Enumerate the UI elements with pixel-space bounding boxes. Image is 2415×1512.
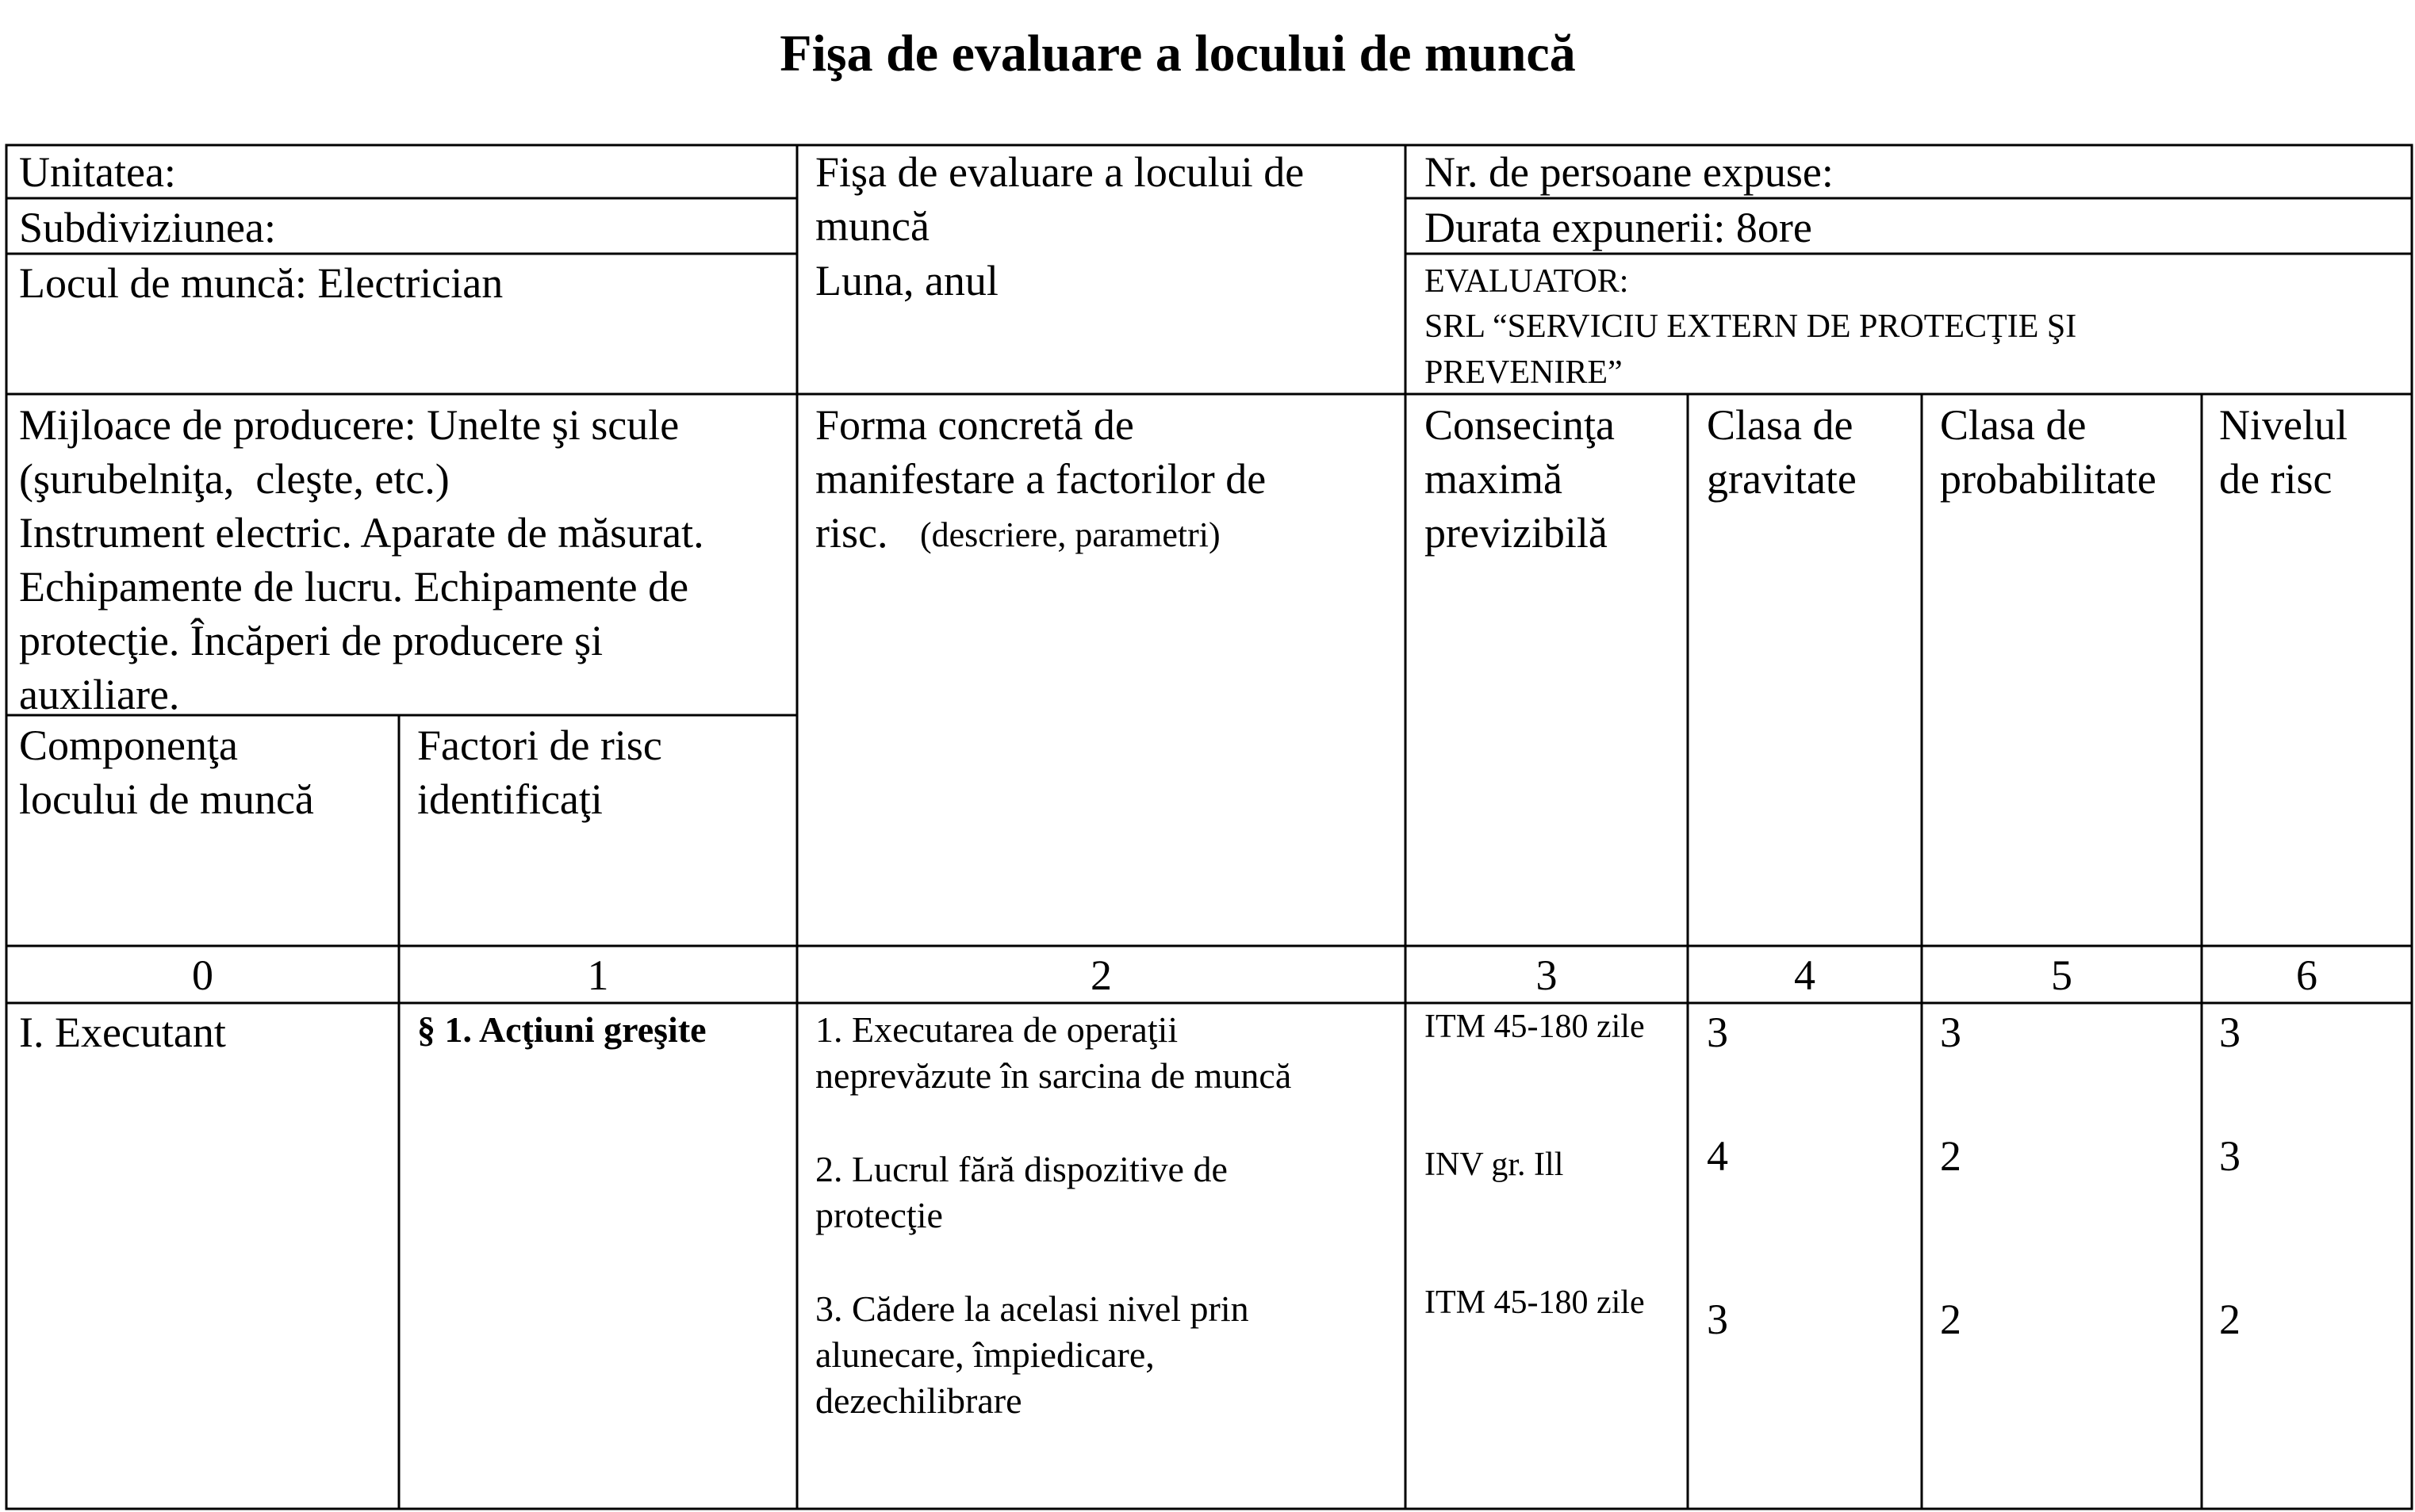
column-header-risk-level: Nivelul de risc [2219,401,2348,503]
means-of-production: Mijloace de producere: Unelte şi scule (şurubelniţa, cleşte, etc.) Instrument electric. Aparate de măsurat. Echipamente de lucru. Echipamente de protecţie. Încăperi de producere şi auxiliare. [19,401,704,718]
item-1-consequence: ITM 45-180 zile [1424,1009,1645,1045]
column-number-5: 5 [2051,951,2072,999]
item-3-severity: 3 [1707,1296,1728,1343]
evaluator-label: EVALUATOR: [1424,263,1629,300]
item-1-description: 1. Executarea de operaţii neprevăzute în sarcina de muncă [815,1009,1292,1096]
item-2-probability: 2 [1940,1132,1961,1180]
column-header-probability-class: Clasa de probabilitate [1940,401,2156,503]
item-2-consequence: INV gr. Ill [1424,1146,1564,1183]
column-header-max-consequence: Consecinţa maximă previzibilă [1424,401,1615,557]
column-number-0: 0 [192,951,213,999]
column-number-2: 2 [1091,951,1112,999]
document-title: Fişa de evaluare a locului de muncă [780,25,1576,82]
column-header-concrete-form: Forma concretă de manifestare a factorilor de risc. [815,401,1267,557]
column-header-concrete-form-note: (descriere, parametri) [920,515,1221,554]
item-3-risk: 2 [2219,1296,2241,1343]
exposed-persons: Nr. de persoane expuse: [1424,148,1834,196]
unit-label: Unitatea: [19,148,176,196]
item-3-consequence: ITM 45-180 zile [1424,1284,1645,1321]
month-year: Luna, anul [815,257,999,304]
exposure-duration: Durata expunerii: 8ore [1424,204,1812,251]
item-1-severity: 3 [1707,1009,1728,1056]
workplace-label: Locul de muncă: Electrician [19,259,504,307]
item-1-probability: 3 [1940,1009,1961,1056]
column-number-4: 4 [1794,951,1815,999]
item-2-description: 2. Lucrul fără dispozitive de protecţie [815,1149,1228,1235]
row-risk-factor: § 1. Acţiuni greşite [417,1009,707,1050]
column-header-severity-class: Clasa de gravitate [1707,401,1857,503]
subdivision-label: Subdiviziunea: [19,204,276,251]
item-3-probability: 2 [1940,1296,1961,1343]
evaluator-name: SRL “SERVICIU EXTERN DE PROTECŢIE ŞI PREVENIRE” [1424,308,2077,391]
column-header-component: Componenţa locului de muncă [19,722,314,823]
row-component: I. Executant [19,1009,226,1056]
item-2-risk: 3 [2219,1132,2241,1180]
column-number-3: 3 [1535,951,1558,999]
column-number-1: 1 [587,951,609,999]
item-1-risk: 3 [2219,1009,2241,1056]
sheet-name: Fişa de evaluare a locului de muncă [815,148,1305,250]
column-header-risk-factors: Factori de risc identificaţi [417,722,662,823]
column-number-6: 6 [2296,951,2317,999]
item-2-severity: 4 [1707,1132,1728,1180]
item-3-description: 3. Cădere la acelasi nivel prin alunecare, împiedicare, dezechilibrare [815,1288,1249,1421]
